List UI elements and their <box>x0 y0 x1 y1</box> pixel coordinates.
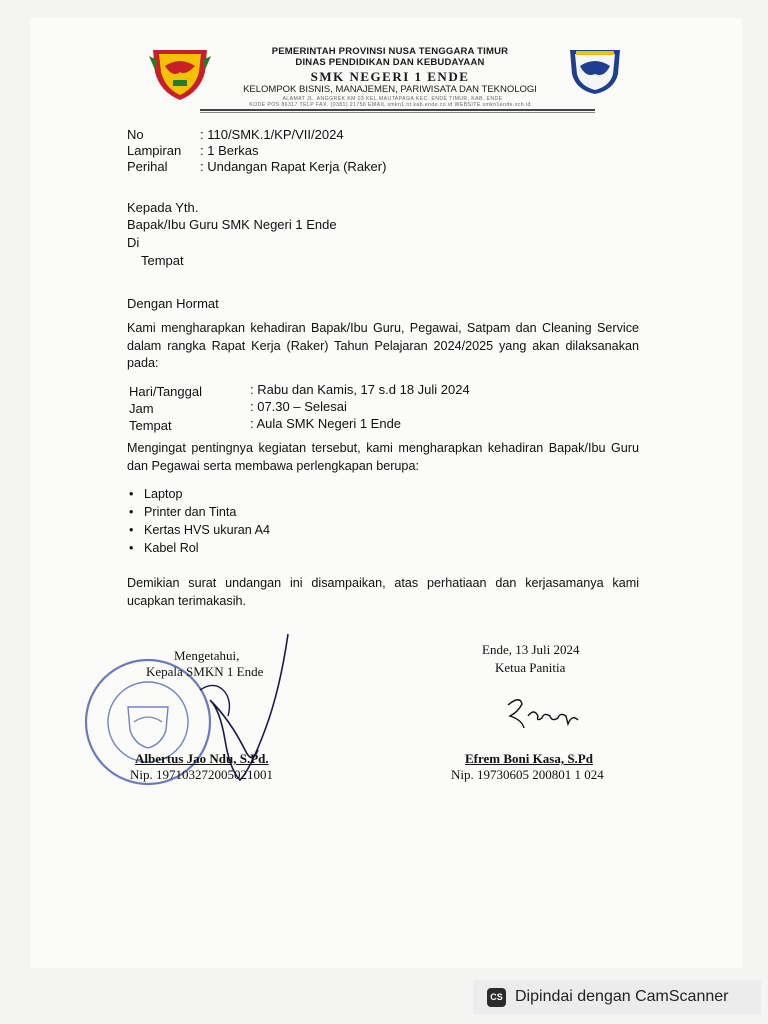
camscanner-icon: CS <box>487 988 506 1007</box>
sign-left-name: Albertus Jao Ndu, S.Pd. <box>135 751 269 766</box>
letterhead-line-1: PEMERINTAH PROVINSI NUSA TENGGARA TIMUR <box>271 46 509 57</box>
reminder-paragraph: Mengingat pentingnya kegiatan tersebut, kami mengharapkan kehadiran Bapak/Ibu Guru dan Pegawai serta membawa perlengkapan berupa: <box>127 441 639 473</box>
camscanner-text: Dipindai dengan CamScanner <box>515 988 729 1005</box>
province-logo-icon <box>145 42 215 102</box>
letterhead-contact: KODE POS 86317 TELP FAX. (0381) 21756 EMAIL smkn1.nt.kab.ende.co.id WEBSITE smkn1ende.sch.id <box>249 102 531 108</box>
field-value-lampiran: : 1 Berkas <box>200 143 259 158</box>
closing-paragraph: Demikian surat undangan ini disampaikan, atas perhatiaan dan kerjasamanya kami ucapkan terimakasih. <box>127 576 639 608</box>
sign-right-name: Efrem Boni Kasa, S.Pd <box>465 751 593 766</box>
field-value-perihal: : Undangan Rapat Kerja (Raker) <box>200 159 387 174</box>
recipient-line-4: Tempat <box>141 253 184 268</box>
detail-value-place: : Aula SMK Negeri 1 Ende <box>250 416 402 431</box>
sign-right-role: Ketua Panitia <box>495 660 566 675</box>
list-item: • Kabel Rol <box>129 541 199 555</box>
camscanner-watermark <box>473 980 761 1014</box>
signature-right-icon <box>498 690 588 740</box>
detail-value-date: : Rabu dan Kamis, 17 s.d 18 Juli 2024 <box>250 382 470 397</box>
recipient-line-1: Kepada Yth. <box>127 200 199 215</box>
letterhead-school-name: SMK NEGERI 1 ENDE <box>310 69 470 84</box>
field-value-no: : 110/SMK.1/KP/VII/2024 <box>200 127 344 142</box>
intro-paragraph: Kami mengharapkan kehadiran Bapak/Ibu Guru, Pegawai, Satpam dan Cleaning Service dalam rangka Rapat Kerja (Raker) Tahun Pelajaran 2024/2025 yang akan dilaksanakan pada: <box>127 321 639 370</box>
sign-right-place-date: Ende, 13 Juli 2024 <box>482 642 580 657</box>
list-item: • Printer dan Tinta <box>129 505 237 519</box>
letterhead-divider-thin <box>200 112 595 113</box>
school-logo-icon <box>566 44 624 96</box>
list-item: • Kertas HVS ukuran A4 <box>129 523 271 537</box>
greeting: Dengan Hormat <box>127 296 219 311</box>
letterhead-line-2: DINAS PENDIDIKAN DAN KEBUDAYAAN <box>295 57 485 68</box>
sign-left-line-1: Mengetahui, <box>174 648 240 663</box>
recipient-line-3: Di <box>127 235 140 250</box>
detail-label-place: Tempat <box>129 418 172 433</box>
sign-left-nip: Nip. 197103272005021001 <box>130 767 273 782</box>
recipient-line-2: Bapak/Ibu Guru SMK Negeri 1 Ende <box>127 217 337 232</box>
detail-label-time: Jam <box>129 401 154 416</box>
detail-value-time: : 07.30 – Selesai <box>250 399 347 414</box>
letterhead-address: ALAMAT JL. ANGGREK KM 03 KEL.MAUTAPAGA KEC. ENDE TIMUR, KAB. ENDE <box>282 96 503 102</box>
letterhead-line-4: KELOMPOK BISNIS, MANAJEMEN, PARIWISATA DAN TEKNOLOGI <box>243 84 537 95</box>
list-item: • Laptop <box>129 487 183 501</box>
sign-left-line-2: Kepala SMKN 1 Ende <box>146 664 264 679</box>
sign-right-nip: Nip. 19730605 200801 1 024 <box>451 767 604 782</box>
field-label-perihal: Perihal <box>127 159 168 174</box>
field-label-lampiran: Lampiran <box>127 143 182 158</box>
letterhead-divider <box>200 109 595 111</box>
equipment-list <box>126 485 270 557</box>
field-label-no: No <box>127 127 144 142</box>
detail-label-date: Hari/Tanggal <box>129 384 202 399</box>
